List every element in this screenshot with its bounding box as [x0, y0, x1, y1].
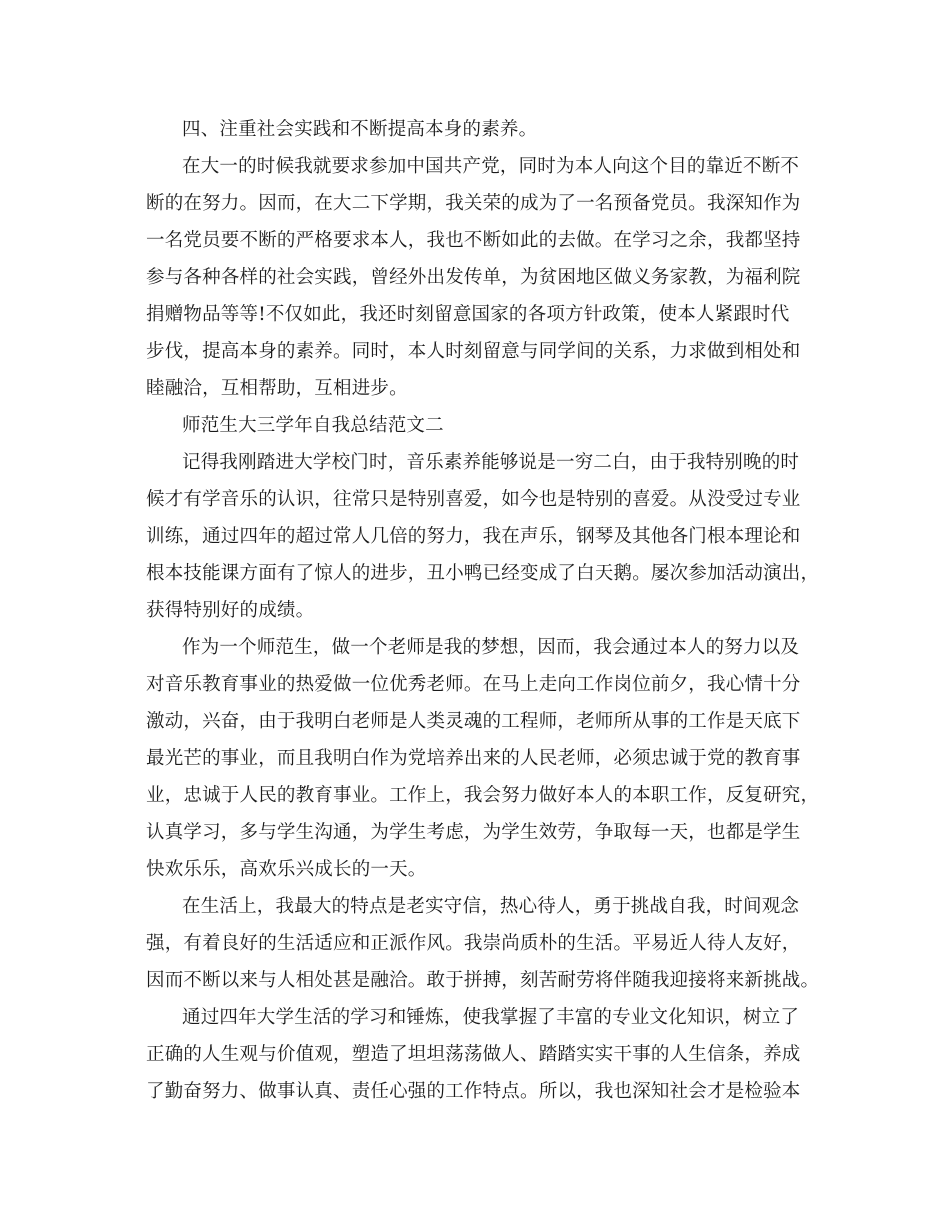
- paragraph-line: 对音乐教育事业的热爱做一位优秀老师。在马上走向工作岗位前夕，我心情十分: [146, 674, 801, 695]
- paragraph-line: 断的在努力。因而，在大二下学期，我关荣的成为了一名预备党员。我深知作为: [146, 193, 801, 214]
- paragraph-line: 作为一个师范生，做一个老师是我的梦想，因而，我会通过本人的努力以及: [182, 637, 800, 658]
- paragraph-line: 正确的人生观与价值观，塑造了坦坦荡荡做人、踏踏实实干事的人生信条，养成: [146, 1044, 801, 1065]
- paragraph-line: 认真学习，多与学生沟通，为学生考虑，为学生效劳，争取每一天，也都是学生: [146, 822, 801, 843]
- paragraph-line: 训练，通过四年的超过常人几倍的努力，我在声乐，钢琴及其他各门根本理论和: [146, 526, 801, 547]
- paragraph-line: 强，有着良好的生活适应和正派作风。我崇尚质朴的生活。平易近人待人友好，: [146, 933, 801, 954]
- paragraph-line: 步伐，提高本身的素养。同时，本人时刻留意与同学间的关系，力求做到相处和: [146, 341, 801, 362]
- paragraph-line: 在大一的时候我就要求参加中国共产党，同时为本人向这个目的靠近不断不: [182, 156, 800, 177]
- paragraph-line: 根本技能课方面有了惊人的进步，丑小鸭已经变成了白天鹅。屡次参加活动演出，: [146, 563, 820, 584]
- paragraph-line: 在生活上，我最大的特点是老实守信，热心待人，勇于挑战自我，时间观念: [182, 896, 800, 917]
- paragraph-line: 捐赠物品等等!不仅如此，我还时刻留意国家的各项方针政策，使本人紧跟时代: [146, 304, 790, 325]
- paragraph-line: 获得特别好的成绩。: [146, 600, 315, 621]
- paragraph-line: 快欢乐乐，高欢乐兴成长的一天。: [146, 859, 427, 880]
- paragraph-line: 候才有学音乐的认识，往常只是特别喜爱，如今也是特别的喜爱。从没受过专业: [146, 489, 801, 510]
- paragraph-line: 睦融洽，互相帮助，互相进步。: [146, 378, 408, 399]
- paragraph-line: 了勤奋努力、做事认真、责任心强的工作特点。所以，我也深知社会才是检验本: [146, 1081, 801, 1102]
- section-heading: 四、注重社会实践和不断提高本身的素养。: [182, 119, 538, 140]
- paragraph-line: 因而不断以来与人相处甚是融洽。敢于拼搏，刻苦耐劳将伴随我迎接将来新挑战。: [146, 970, 820, 991]
- paragraph-line: 记得我刚踏进大学校门时，音乐素养能够说是一穷二白，由于我特别晚的时: [182, 452, 800, 473]
- paragraph-line: 激动，兴奋，由于我明白老师是人类灵魂的工程师，老师所从事的工作是天底下: [146, 711, 801, 732]
- paragraph-line: 一名党员要不断的严格要求本人，我也不断如此的去做。在学习之余，我都坚持: [146, 230, 801, 251]
- paragraph-line: 最光芒的事业，而且我明白作为党培养出来的人民老师，必须忠诚于党的教育事: [146, 748, 801, 769]
- paragraph-line: 业，忠诚于人民的教育事业。工作上，我会努力做好本人的本职工作，反复研究，: [146, 785, 820, 806]
- paragraph-line: 通过四年大学生活的学习和锤炼，使我掌握了丰富的专业文化知识，树立了: [182, 1007, 800, 1028]
- section-title: 师范生大三学年自我总结范文二: [182, 415, 444, 436]
- paragraph-line: 参与各种各样的社会实践，曾经外出发传单，为贫困地区做义务家教，为福利院: [146, 267, 801, 288]
